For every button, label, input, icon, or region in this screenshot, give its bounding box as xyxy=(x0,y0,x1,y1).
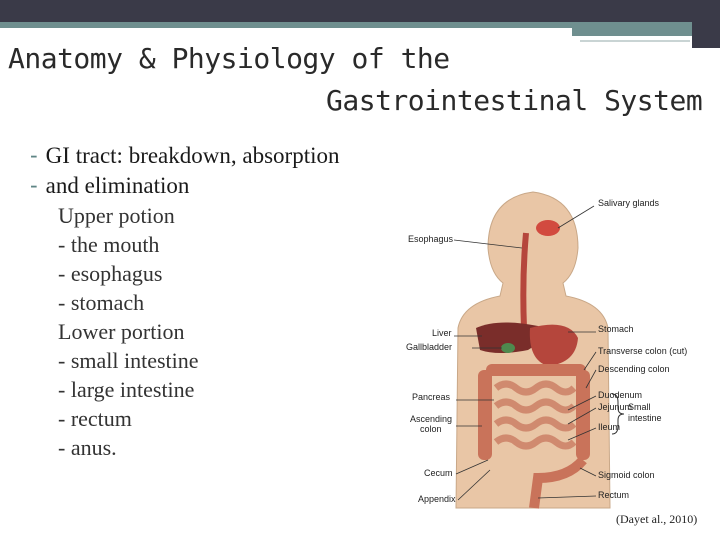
label-ascending: Ascending xyxy=(410,414,453,424)
label-appendix: Appendix xyxy=(418,494,456,504)
header-bar xyxy=(0,0,720,22)
label-ileum: Ileum xyxy=(598,422,621,432)
label-salivary: Salivary glands xyxy=(598,198,660,208)
salivary-gland-shape xyxy=(536,220,560,236)
bullet-text: and elimination xyxy=(45,173,190,198)
lower-item: - anus. xyxy=(58,435,117,460)
upper-item: - the mouth xyxy=(58,232,160,257)
digestive-system-diagram xyxy=(398,178,720,518)
label-gallbladder: Gallbladder xyxy=(406,342,453,352)
lower-item: - large intestine xyxy=(58,377,195,402)
bullet-dash: - xyxy=(30,172,38,198)
upper-item: - esophagus xyxy=(58,261,163,286)
label-cecum: Cecum xyxy=(424,468,453,478)
slide-title-line1: Anatomy & Physiology of the xyxy=(8,42,450,75)
header-tab xyxy=(692,0,720,48)
bullet-item xyxy=(30,172,189,199)
citation: (Dayet al., 2010) xyxy=(616,512,698,526)
label-sigmoid-colon: Sigmoid colon xyxy=(598,470,655,480)
bullet-item xyxy=(30,142,339,169)
lower-item: - rectum xyxy=(58,406,132,431)
slide-title-line2: Gastrointestinal System xyxy=(326,84,703,117)
gallbladder-shape xyxy=(501,343,515,353)
upper-item: - stomach xyxy=(58,290,145,315)
ascending-colon-shape xyxy=(478,370,492,460)
label-duodenum: Duodenum xyxy=(598,390,643,400)
label-jejunum: Jejunum xyxy=(598,402,633,412)
label-descending-colon: Descending colon xyxy=(598,364,670,374)
label-liver: Liver xyxy=(432,328,452,338)
header-rule xyxy=(580,40,690,42)
transverse-colon-shape xyxy=(486,364,586,376)
label-rectum: Rectum xyxy=(598,490,630,500)
label-esophagus: Esophagus xyxy=(408,234,454,244)
label-stomach: Stomach xyxy=(598,324,634,334)
esophagus-shape xyxy=(523,233,526,328)
label-ascending-colon: colon xyxy=(420,424,442,434)
bullet-text: GI tract: breakdown, absorption xyxy=(45,143,340,168)
label-pancreas: Pancreas xyxy=(412,392,451,402)
lower-heading: Lower portion xyxy=(58,319,185,344)
upper-heading: Upper potion xyxy=(58,203,175,228)
lower-item: - small intestine xyxy=(58,348,199,373)
bullet-dash: - xyxy=(30,142,38,168)
label-small: Small xyxy=(628,402,651,412)
label-transverse-colon: Transverse colon (cut) xyxy=(598,346,688,356)
label-small-intestine: intestine xyxy=(628,413,662,423)
header-accent-tab xyxy=(572,22,692,36)
